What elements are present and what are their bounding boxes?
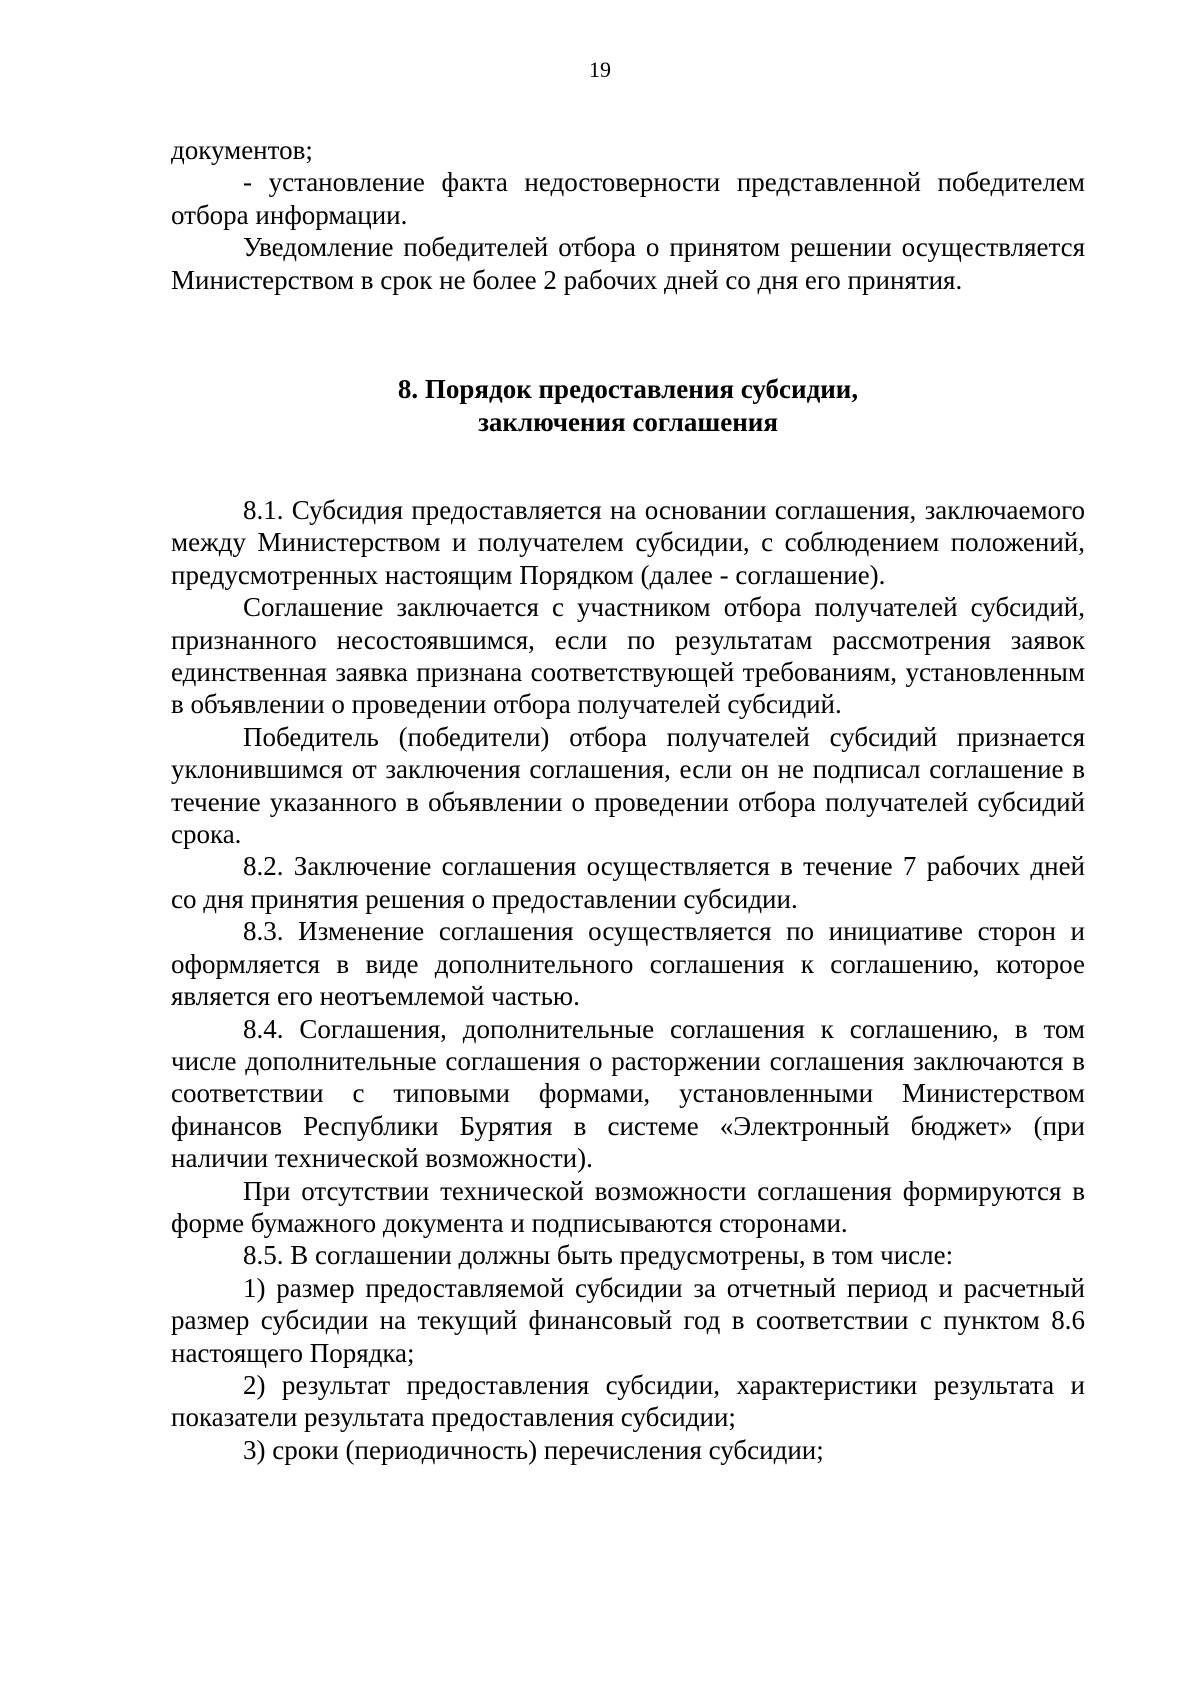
page-number: 19 xyxy=(589,57,611,82)
top-text-block xyxy=(171,134,1085,296)
paragraph-8-4: 8.4. Соглашения, дополнительные соглашения к соглашению, в том числе дополнительные соглашения о расторжении соглашения заключаются в соответствии с типовыми формами, установленными Министерством финансов Республики Бурятия в системе «Электронный бюджет» (при наличии технической возможности). xyxy=(171,1013,1085,1174)
section-heading-line-1: 8. Порядок предоставления субсидии, xyxy=(397,374,859,404)
paragraph-8-1: 8.1. Субсидия предоставляется на основании соглашения, заключаемого между Министерством и получателем субсидии, с соблюдением положений, предусмотренных настоящим Порядком (далее - соглашение). xyxy=(171,495,1085,590)
paragraph-8-5: 8.5. В соглашении должны быть предусмотрены, в том числе: xyxy=(243,1240,954,1271)
section-heading xyxy=(171,373,1085,439)
section-heading-line-2: заключения соглашения xyxy=(478,407,778,437)
paragraph-8-2: 8.2. Заключение соглашения осуществляется в течение 7 рабочих дней со дня принятия решения о предоставлении субсидии. xyxy=(171,851,1085,914)
list-item-2: 2) результат предоставления субсидии, характеристики результата и показатели результата предоставления субсидии; xyxy=(171,1369,1085,1433)
main-text-block xyxy=(171,494,1085,1466)
paragraph-8-3: 8.3. Изменение соглашения осуществляется по инициативе сторон и оформляется в виде дополнительного соглашения к соглашению, которое является его неотъемлемой частью. xyxy=(171,916,1085,1012)
paragraph-paper-form: При отсутствии технической возможности соглашения формируются в форме бумажного документа и подписываются сторонами. xyxy=(171,1175,1085,1238)
list-item-3: 3) сроки (периодичность) перечисления субсидии; xyxy=(243,1434,824,1465)
paragraph-winner-evasion: Победитель (победители) отбора получателей субсидий признается уклонившимся от заключения соглашения, если он не подписал соглашение в течение указанного в объявлении о проведении отбора получателей субсидий срока. xyxy=(171,721,1085,850)
paragraph-false-info: - установление факта недостоверности представленной победителем отбора информации. xyxy=(171,167,1085,230)
paragraph-agreement-single-participant: Соглашение заключается с участником отбора получателей субсидий, признанного несостоявшимся, если по результатам рассмотрения заявок единственная заявка признана соответствующей требованиям, установленным в объявлении о проведении отбора получателей субсидий. xyxy=(171,592,1085,720)
paragraph-notification: Уведомление победителей отбора о принятом решении осуществляется Министерством в срок не более 2 рабочих дней со дня его принятия. xyxy=(171,232,1085,295)
paragraph-documents-end: документов; xyxy=(171,135,313,165)
list-item-1: 1) размер предоставляемой субсидии за отчетный период и расчетный размер субсидии на текущий финансовый год в соответствии с пунктом 8.6 настоящего Порядка; xyxy=(171,1272,1085,1368)
